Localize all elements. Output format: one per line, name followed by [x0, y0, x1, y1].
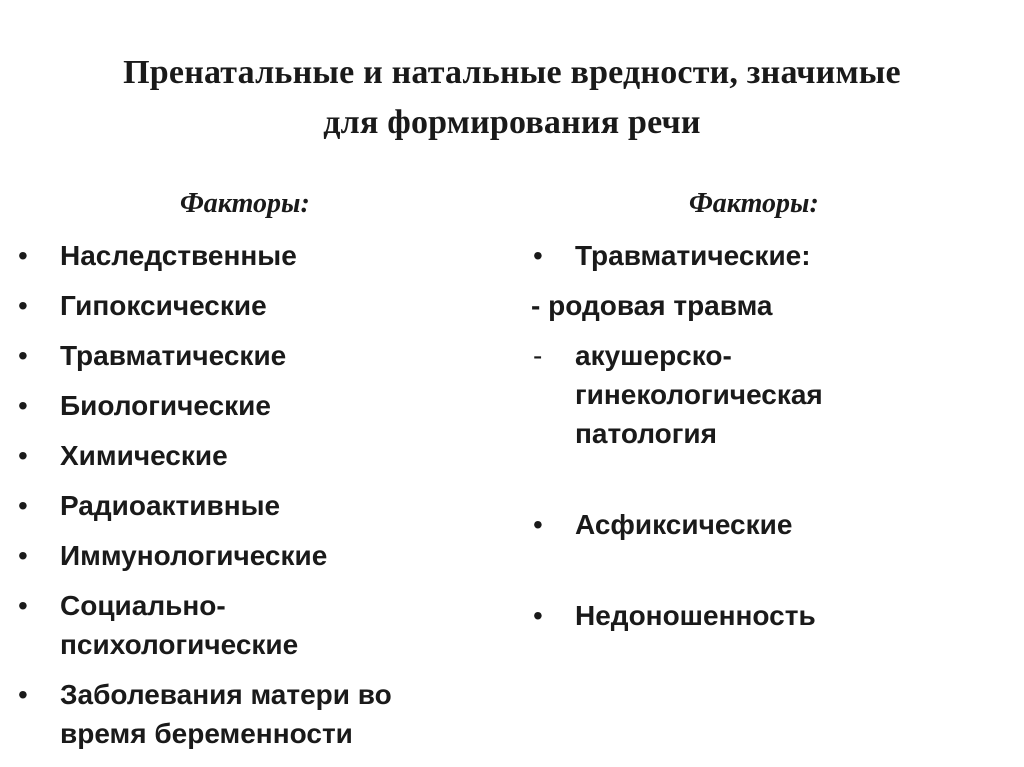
list-item: [16, 486, 506, 525]
factor-traumatic-right: Травматические:: [575, 240, 811, 271]
bullet-icon: •: [18, 290, 28, 321]
right-factor-list-cont: [531, 336, 1011, 635]
list-item: [16, 675, 480, 753]
bullet-icon: •: [18, 240, 28, 271]
list-item: [16, 236, 506, 275]
list-item: [16, 586, 360, 664]
title-line-1: Пренатальные и натальные вредности, значимые: [123, 54, 901, 91]
dash-icon: -: [533, 340, 543, 371]
slide-title: [40, 48, 984, 148]
factor-immunological: Иммунологические: [60, 540, 328, 571]
list-item: [531, 505, 1011, 544]
bullet-icon: •: [533, 600, 543, 631]
right-factor-list: [531, 236, 1011, 275]
factor-chemical: Химические: [60, 440, 228, 471]
bullet-icon: •: [18, 340, 28, 371]
factor-biological: Биологические: [60, 390, 271, 421]
list-item: [531, 236, 1011, 275]
bullet-icon: •: [533, 509, 543, 540]
list-item: [531, 336, 905, 453]
factor-traumatic: Травматические: [60, 340, 287, 371]
sub-item-obstetric-pathology: акушерско-гинекологическая патология: [575, 340, 823, 449]
factor-radioactive: Радиоактивные: [60, 490, 281, 521]
list-item: [16, 536, 506, 575]
bullet-icon: •: [18, 590, 28, 621]
right-column: [531, 186, 1011, 646]
list-item: [16, 436, 506, 475]
bullet-icon: •: [18, 390, 28, 421]
factor-maternal-illness: Заболевания матери во время беременности: [60, 679, 392, 749]
list-item: [531, 596, 1011, 635]
sub-item-birth-trauma: - родовая травма: [531, 290, 773, 321]
bullet-icon: •: [18, 679, 28, 710]
bullet-icon: •: [18, 440, 28, 471]
right-column-heading: Факторы:: [689, 188, 819, 219]
left-factor-list: [16, 236, 506, 753]
list-item: [16, 386, 506, 425]
factor-hypoxic: Гипоксические: [60, 290, 267, 321]
title-line-2: для формирования речи: [323, 104, 701, 141]
bullet-icon: •: [533, 240, 543, 271]
list-item: [16, 286, 506, 325]
factor-asphyxia: Асфиксические: [575, 509, 793, 540]
factor-prematurity: Недоношенность: [575, 600, 816, 631]
bullet-icon: •: [18, 490, 28, 521]
left-column: [16, 186, 506, 764]
bullet-icon: •: [18, 540, 28, 571]
left-column-heading: Факторы:: [180, 188, 310, 219]
factor-socio-psychological: Социально-психологические: [60, 590, 299, 660]
list-item: [16, 336, 506, 375]
factor-hereditary: Наследственные: [60, 240, 297, 271]
